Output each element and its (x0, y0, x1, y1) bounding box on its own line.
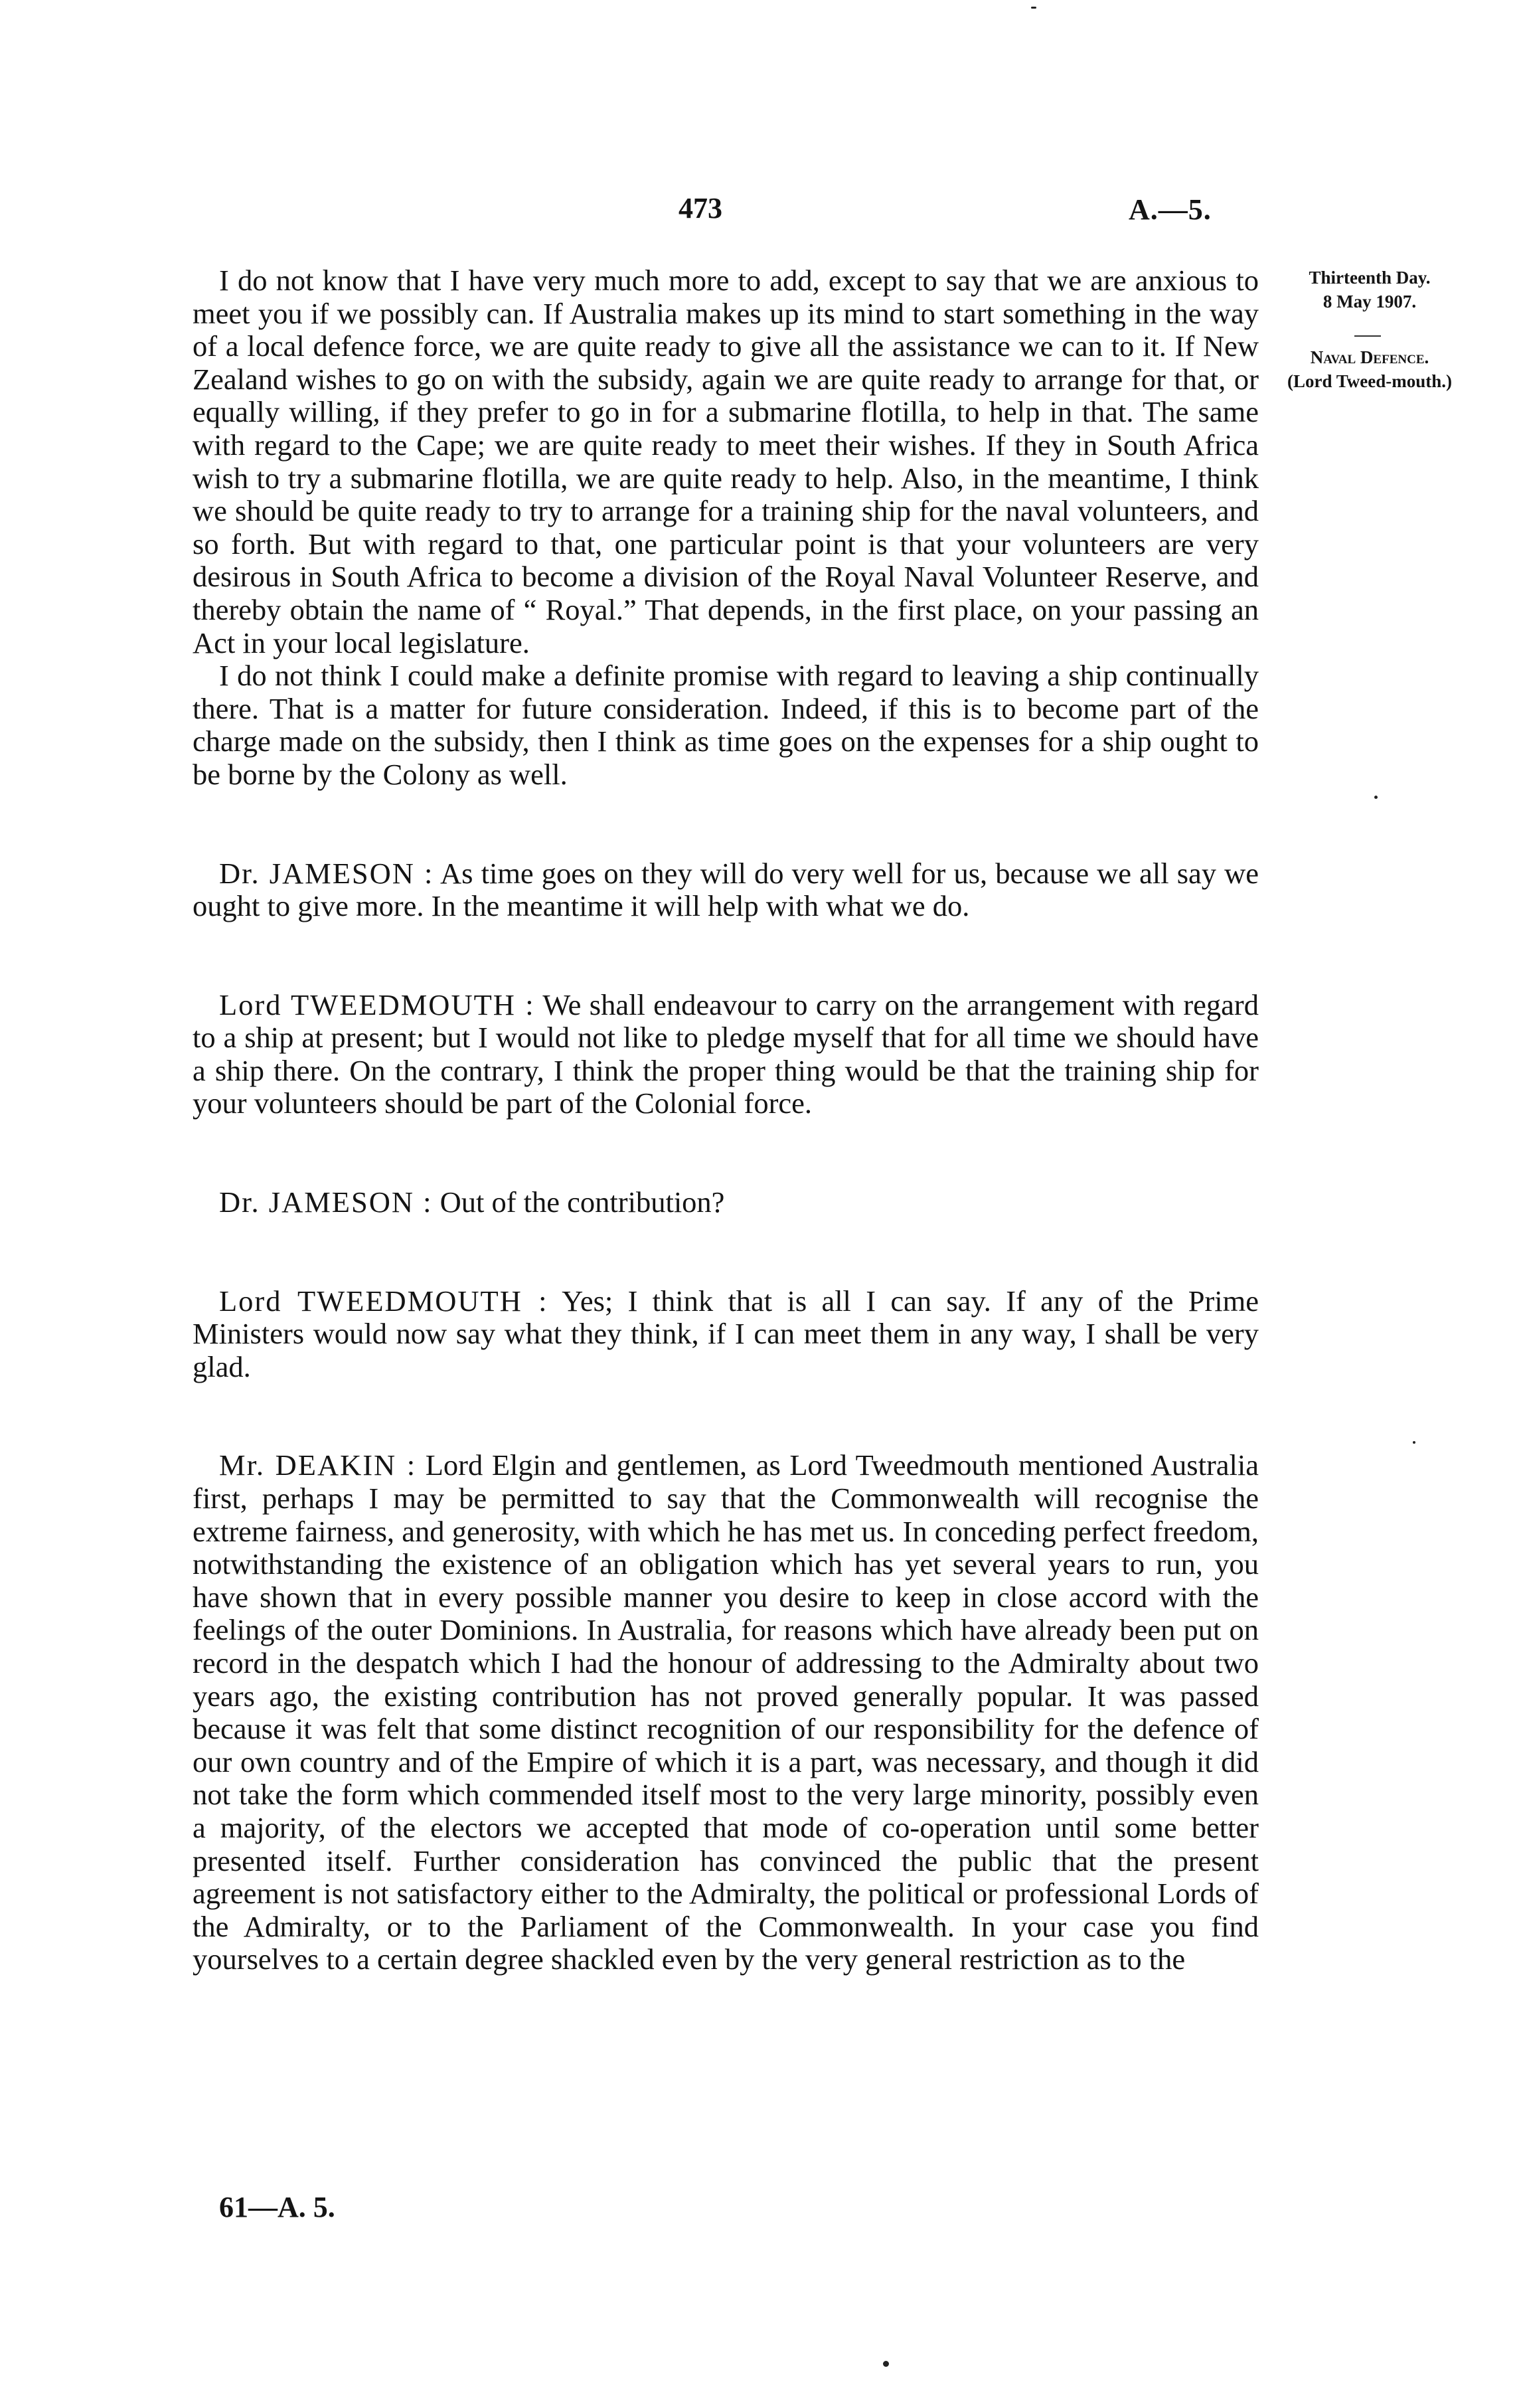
speaker-name: Lord TWEEDMOUTH : (219, 988, 535, 1021)
speaker-name: Dr. JAMESON : (219, 1185, 433, 1219)
print-speck (1374, 796, 1378, 799)
margin-subject: Naval Defence. (1310, 347, 1429, 367)
margin-date-note (1273, 266, 1466, 313)
margin-divider (1354, 335, 1381, 337)
paragraph-text: As time goes on they will do very well for us, because we all say we ought to give more. In the meantime it will help with what we do. (193, 856, 1259, 923)
paragraph (193, 989, 1259, 1120)
paragraph (193, 659, 1259, 791)
paragraph-text: I do not know that I have very much more to add, except to say that we are anxious to meet you if we possibly can. If Australia makes up its mind to start something in the way of a local defence force, we are quite ready to give all the assistance we can to it. If New Zealand wishes to go on with the subsidy, again we are quite ready to arrange for that, or equally willing, if they prefer to go in for a submarine flotilla, to help in that. The same with regard to the Cape; we are quite ready to meet their wishes. If they in South Africa wish to try a submarine flotilla, we are quite ready to help. Also, in the meantime, I think we should be quite ready to try to arrange for a training ship for the naval volunteers, and so forth. But with regard to that, one particular point is that your volunteers are very desirous in South Africa to become a division of the Royal Naval Volunteer Reserve, and thereby obtain the name of “ Royal.” That depends, in the first place, on your passing an Act in your local legislature. (193, 264, 1259, 659)
paragraph (193, 857, 1259, 923)
paragraph-text: We shall endeavour to carry on the arrangement with regard to a ship at present; but I would not like to pledge myself that for all time we should have a ship there. On the contrary, I think the proper thing would be that the training ship for your volunteers should be part of the Colonial force. (193, 988, 1259, 1120)
margin-speaker-note: (Lord Tweed-mouth.) (1287, 371, 1452, 391)
speaker-name: Lord TWEEDMOUTH : (219, 1284, 548, 1318)
speaker-name: Mr. DEAKIN : (219, 1448, 417, 1482)
paragraph (193, 1285, 1259, 1384)
print-speck (1031, 7, 1036, 9)
margin-date: 8 May 1907. (1322, 292, 1417, 311)
paragraph (193, 1449, 1259, 1976)
page-number: 473 (679, 192, 722, 224)
paragraph-text: Yes; I think that is all I can say. If any of the Prime Ministers would now say what they think, if I can meet them in any way, I shall be very glad. (193, 1284, 1259, 1383)
print-speck (1413, 1441, 1415, 1444)
document-body (193, 264, 1259, 1976)
paper-reference: A.—5. (1129, 193, 1212, 226)
margin-subject-note (1273, 345, 1466, 393)
speaker-name: Dr. JAMESON : (219, 856, 434, 890)
paragraph-text: Lord Elgin and gentlemen, as Lord Tweedmouth mentioned Australia first, perhaps I may be permitted to say that the Commonwealth will recognise the extreme fairness, and generosity, with which he has met us. In conceding perfect freedom, notwithstanding the existence of an obligation which has yet several years to run, you have shown that in every possible manner you desire to keep in close accord with the feelings of the outer Dominions. In Australia, for reasons which have already been put on record in the despatch which I had the honour of addressing to the Admiralty about two years ago, the existing contribution has not proved generally popular. It was passed because it was felt that some distinct recognition of our responsibility for the defence of our own country and of the Empire of which it is a part, was necessary, and though it did not take the form which commended itself most to the very large minority, possibly even a majority, of the electors we accepted that mode of co-operation until some better presented itself. Further consideration has convinced the public that the present agreement is not satisfactory either to the Admiralty, the political or professional Lords of the Admiralty, or to the Parliament of the Commonwealth. In your case you find yourselves to a certain degree shackled even by the very general restriction as to the (193, 1448, 1259, 1976)
paragraph-text: I do not think I could make a definite promise with regard to leaving a ship continually there. That is a matter for future consideration. Indeed, if this is to become part of the charge made on the subsidy, then I think as time goes on the expenses for a ship ought to be borne by the Colony as well. (193, 659, 1259, 791)
paragraph-text: Out of the contribution? (440, 1185, 725, 1219)
footer-signature: 61—A. 5. (219, 2191, 335, 2223)
paragraph (193, 1186, 1259, 1219)
print-speck (883, 2361, 889, 2367)
margin-day: Thirteenth Day. (1309, 268, 1431, 288)
paragraph (193, 264, 1259, 659)
